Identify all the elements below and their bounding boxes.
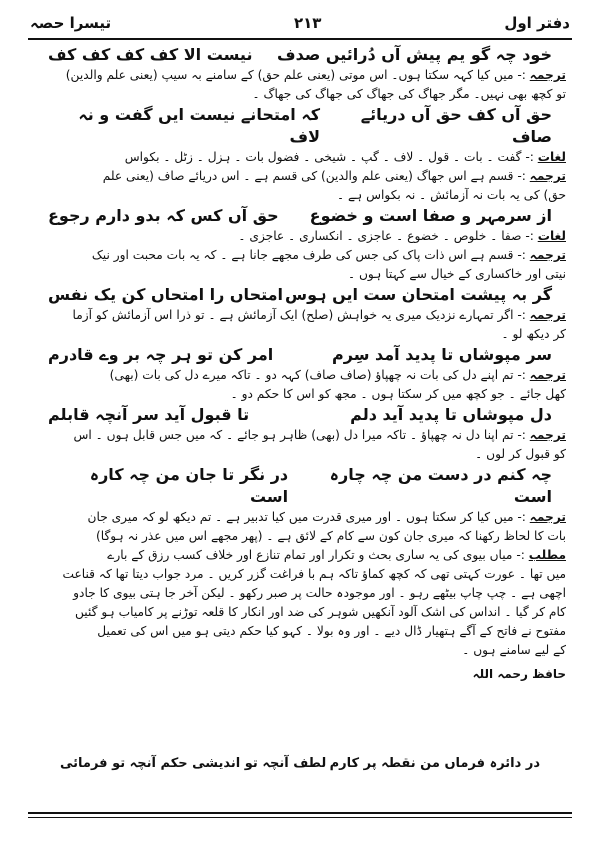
page-number: ۲۱۳ (293, 14, 322, 32)
verse-couplet (34, 404, 566, 426)
verse-couplet (34, 284, 566, 306)
footer-verse (60, 756, 540, 771)
footer-verse-second-half: لطف آنچہ تو اندیشی حکم آنچہ تو فرمائی (60, 756, 327, 771)
verse-second-half: نیست الا کف کف کف کف (48, 45, 253, 64)
prose-line (34, 603, 566, 622)
prose-line (34, 265, 566, 284)
verse-first-half: چہ کنم در دست من چہ چارہ است (329, 465, 552, 506)
line-text: کام کر گیا ۔ انداس کی اشک آلود آنکھیں شوہر کی ضد اور انکار کا قلعہ توڑنے پر کامیاب ہو گئیں (75, 605, 566, 619)
verse-first-half: سر مپوشاں تا پدید آمد سِرم (332, 345, 552, 364)
line-text: حق) کی یہ بات نہ آزمائش ۔ نہ بکواس ہے ۔ (336, 188, 566, 202)
verse-second-half: حق آں کس کہ بدو دارم رجوع (48, 206, 279, 225)
verse-couplet (34, 44, 566, 66)
section-label: لغات (537, 229, 566, 243)
line-text: :- تم اپنے دل کی بات نہ چھپاؤ (صاف صاف) کہہ دو ۔ تاکہ میرے دل کی بات (بھی) (109, 368, 526, 382)
verse-couplet (34, 205, 566, 227)
header-book-title: دفتر اول (504, 14, 570, 32)
line-text: کے لیے سامنے ہوں ۔ (462, 643, 566, 657)
line-text: :- قسم ہے اس جھاگ (یعنی علم والدین) کی قسم ہے ۔ اس دریائے صاف (یعنی علم (102, 169, 526, 183)
prose-line (34, 148, 566, 167)
footer-rule-thin (28, 817, 572, 818)
prose-line (34, 565, 566, 584)
line-text: بات کا لحاظ رکھنا کہ میری جان کون سے کام کے لائق ہے ۔ (پھر مجھے اس میں عذر نہ ہوگا) (96, 529, 566, 543)
verse-couplet (34, 104, 566, 148)
line-text: اچھی ہے ۔ چپ چاپ بیٹھے رہو ۔ اور موجودہ حالت پر صبر رکھو ۔ لیکن آخر جا ہتی بیوی کا جادو (73, 586, 566, 600)
line-text: :- میاں بیوی کی یہ ساری بحث و تکرار اور تمام تنازع اور خلاف کسب رزق کے بارے (107, 548, 525, 562)
section-label: ترجمہ (529, 248, 566, 262)
verse-couplet (34, 464, 566, 508)
line-text: نیتی اور خاکساری کے خیال سے کہتا ہوں ۔ (347, 267, 566, 281)
prose-line (34, 167, 566, 186)
line-text: تو کچھ بھی نہیں۔ مگر جھاگ کی جھاگ کی جھاگ کی جھاگ ۔ (252, 87, 566, 101)
line-text: :- میں کیا کر سکتا ہوں ۔ اور میری قدرت میں کیا تدبیر ہے ۔ تم دیکھ لو کہ میری جان (87, 510, 526, 524)
line-text: :- قسم ہے اس ذات پاک کی جس کی طرف مجھے جانا ہے ۔ کہ یہ بات محبت اور نیک (91, 248, 526, 262)
attribution: حافظ رحمہ اللہ (472, 667, 566, 681)
header-rule (28, 38, 572, 40)
page-body (34, 44, 566, 785)
verse-second-half: تا قبول آید سر آنچہ قابلم (48, 405, 250, 424)
verse-first-half: حق آں کف حق آں دریائے صاف (360, 105, 552, 146)
section-label: ترجمہ (529, 68, 566, 82)
section-label: مطلب (528, 548, 566, 562)
section-label: ترجمہ (529, 510, 566, 524)
verse-first-half: از سرمہر و صفا است و خضوع (309, 206, 552, 225)
line-text: :- گفت ۔ بات ۔ قول ۔ لاف ۔ گپ ۔ شیخی ۔ فضول بات ۔ ہزل ۔ زٹل ۔ بکواس (124, 150, 534, 164)
section-label: ترجمہ (529, 368, 566, 382)
line-text: مفتوح نے فاتح کے آگے ہتھیار ڈال دیے ۔ اور وہ بولا ۔ کہو کیا حکم دیتی ہو میں اس کی تعمیل (97, 624, 566, 638)
line-text: :- صفا ۔ خلوص ۔ خضوع ۔ عاجزی ۔ انکساری ۔ عاجزی ۔ (238, 229, 534, 243)
section-label: ترجمہ (529, 308, 566, 322)
prose-line (34, 527, 566, 546)
prose-line (34, 546, 566, 565)
line-text: کو قبول کر لوں ۔ (475, 447, 566, 461)
verse-second-half: امر کن تو ہر چہ بر وے قادرم (48, 345, 274, 364)
section-label: لغات (537, 150, 566, 164)
prose-line (34, 385, 566, 404)
prose-line (34, 622, 566, 641)
prose-line (34, 227, 566, 246)
header-section-title: تیسرا حصہ (30, 14, 112, 32)
line-text: :- میں کیا کہہ سکتا ہوں۔ اس موتی (یعنی علم حق) کے سامنے بہ سیپ (یعنی علم والدین) (65, 68, 526, 82)
footer-verse-first-half: در دائرہ فرماں من نقطہ پر کارم (329, 756, 540, 771)
verse-second-half: کہ امتحانے نیست ایں گفت و نہ لاف (78, 105, 321, 146)
verse-couplet (34, 344, 566, 366)
line-text: کھل جائے ۔ جو کچھ میں کر سکتا ہوں ۔ مجھ کو اس کا حکم دو ۔ (230, 387, 566, 401)
prose-line (34, 85, 566, 104)
prose-line (34, 641, 566, 660)
prose-line (34, 508, 566, 527)
prose-line (34, 306, 566, 325)
footer-rule (28, 812, 572, 814)
section-label: ترجمہ (529, 428, 566, 442)
prose-line (34, 426, 566, 445)
verse-second-half: امتحاں را امتحاں کن یک نفس (48, 285, 284, 304)
prose-line (34, 366, 566, 385)
line-text: :- اگر تمہارے نزدیک میری یہ خواہش (صلح) ایک آزمائش ہے ۔ تو ذرا اس آزمائش کو آزما (72, 308, 526, 322)
line-text: میں تھا ۔ عورت کہتی تھی کہ کچھ کماؤ تاکہ ہم با فراغت گزر کریں ۔ مرد جواب دیتا تھا کہ قناعت (62, 567, 566, 581)
page-header (30, 10, 570, 36)
prose-line (34, 445, 566, 464)
line-text: :- تم اپنا دل نہ چھپاؤ ۔ تاکہ میرا دل (بھی) ظاہر ہو جائے ۔ کہ میں جس قابل ہوں ۔ اس (73, 428, 526, 442)
line-text: کر دیکھ لو ۔ (501, 327, 566, 341)
verse-first-half: دل مپوشاں تا پدید آید دلم (350, 405, 552, 424)
prose-line (34, 186, 566, 205)
section-label: ترجمہ (529, 169, 566, 183)
prose-line (34, 66, 566, 85)
prose-line (34, 584, 566, 603)
prose-line (34, 325, 566, 344)
verse-second-half: در نگر تا جان من چہ کارہ است (89, 465, 289, 506)
verse-first-half: خود چہ گو یم پیش آں دُرائیں صدف (277, 45, 552, 64)
prose-line (34, 246, 566, 265)
verse-first-half: گر بہ پیشت امتحان ست ایں ہوس (285, 285, 552, 304)
